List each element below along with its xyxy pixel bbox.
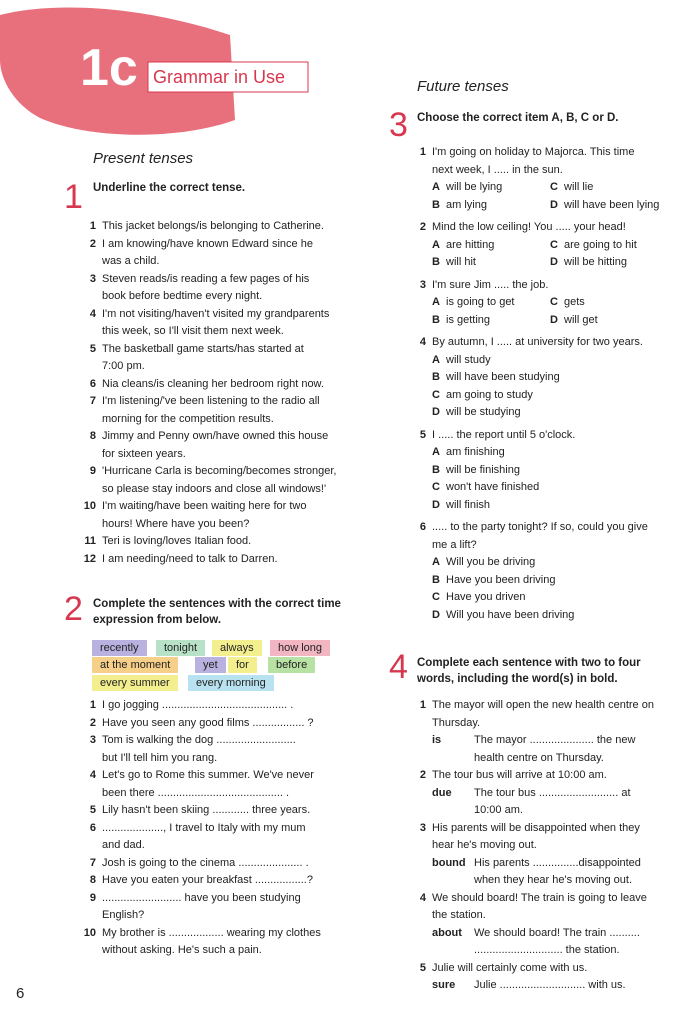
item-text: hear he's moving out. (432, 839, 537, 851)
answer-option[interactable] (550, 237, 668, 255)
item-text: without asking. He's such a pain. (102, 944, 262, 956)
exercise-4-number: 4 (389, 648, 408, 686)
question-text: I'm sure Jim ..... the job. (432, 278, 549, 291)
item-text: Let's go to Rome this summer. We've never (102, 769, 314, 781)
option-row (410, 554, 685, 572)
item-number: 5 (89, 342, 96, 355)
option-text: Will you have been driving (446, 608, 575, 621)
option-letter: A (432, 353, 440, 366)
item-number: 4 (419, 891, 426, 904)
question (410, 219, 685, 272)
option-row (410, 444, 685, 462)
option-text: will be studying (446, 406, 521, 418)
item-text: for sixteen years. (102, 447, 186, 460)
answer-option[interactable] (432, 444, 672, 462)
chip-yet: yet (195, 657, 226, 673)
question-number: 6 (419, 521, 426, 533)
chip-every-morning: every morning (188, 675, 274, 691)
answer-line: The tour bus .......................... at (474, 786, 631, 799)
keyword: is (432, 734, 442, 746)
question-text: Mind the low ceiling! You ..... your head! (432, 221, 626, 233)
keyword: sure (432, 979, 456, 991)
option-row (410, 352, 685, 370)
answer-option[interactable] (550, 294, 668, 312)
list-item (80, 872, 360, 890)
question-number: 2 (419, 221, 426, 233)
option-text: will be hitting (564, 256, 627, 268)
item-text: Steven reads/is reading a few pages of his (102, 272, 310, 285)
chip-before: before (268, 657, 315, 673)
item-text: 'Hurricane Carla is becoming/becomes stronger, (102, 465, 337, 477)
option-letter: B (432, 463, 440, 476)
option-letter: C (432, 591, 440, 603)
item-number: 4 (89, 307, 96, 320)
item-number: 7 (89, 395, 96, 407)
item-text: Tom is walking the dog .......................... (102, 734, 296, 746)
item-number: 9 (89, 891, 96, 904)
option-text: will have been studying (446, 371, 560, 383)
item-number: 1 (419, 699, 426, 711)
keyword: due (432, 786, 452, 799)
option-text: will finish (446, 498, 491, 511)
unit-number: 1c (80, 39, 138, 97)
item-number: 12 (83, 552, 96, 565)
option-row (410, 254, 685, 272)
option-letter: A (432, 181, 440, 193)
exercise-2-list (80, 697, 360, 960)
list-item (80, 551, 360, 569)
chip-tonight: tonight (156, 640, 205, 656)
exercise-3-list (410, 144, 685, 624)
option-row (410, 294, 685, 312)
item-text: English? (102, 909, 145, 921)
item-text: Jimmy and Penny own/have owned this house (102, 430, 329, 442)
exercise-1-number: 1 (64, 178, 83, 216)
item-text: book before bedtime every night. (102, 290, 263, 302)
option-row (410, 404, 685, 422)
option-text: will be finishing (446, 463, 520, 476)
option-text: will have been lying (564, 198, 660, 211)
item-text: The tour bus will arrive at 10:00 am. (432, 769, 607, 781)
list-item (410, 767, 685, 820)
answer-option[interactable] (432, 352, 672, 370)
item-text: I'm not visiting/haven't visited my grandparents (102, 307, 330, 320)
keyword: about (432, 926, 462, 939)
answer-option[interactable] (432, 312, 550, 330)
item-text: morning for the competition results. (102, 412, 274, 425)
instruction-line: words, including the word(s) in bold. (417, 673, 618, 685)
answer-option[interactable] (432, 589, 672, 607)
question-number: 3 (419, 278, 426, 291)
question (410, 277, 685, 330)
option-text: Have you been driving (446, 573, 556, 586)
item-text: Teri is loving/loves Italian food. (102, 535, 252, 547)
answer-line: ............................. the station. (474, 944, 620, 956)
list-item (80, 393, 360, 428)
question (410, 427, 685, 515)
list-item (80, 463, 360, 498)
item-text: Have you seen any good films ................. ? (102, 716, 314, 729)
answer-option[interactable] (550, 254, 668, 272)
chip-how-long: how long (270, 640, 330, 656)
page-number: 6 (16, 985, 25, 1002)
item-number: 5 (419, 961, 426, 974)
answer-option[interactable] (432, 294, 550, 312)
instruction-line: Complete each sentence with two to four (417, 657, 641, 669)
item-number: 3 (89, 734, 96, 746)
question-text: ..... to the party tonight? If so, could you give (432, 521, 648, 533)
list-item (80, 376, 360, 394)
present-tenses-title: Present tenses (93, 150, 194, 167)
list-item (80, 236, 360, 271)
option-letter: D (432, 608, 440, 621)
question (410, 519, 685, 624)
option-letter: D (432, 406, 440, 418)
list-item (80, 890, 360, 925)
answer-line: when they hear he's moving out. (474, 874, 633, 886)
item-number: 2 (89, 237, 96, 250)
option-text: Will you be driving (446, 556, 536, 568)
list-item (80, 767, 360, 802)
list-item (80, 533, 360, 551)
option-text: will study (446, 353, 491, 366)
answer-option[interactable] (432, 462, 672, 480)
option-letter: B (432, 198, 440, 211)
option-row (410, 589, 685, 607)
answer-line: We should board! The train .......... (474, 926, 640, 939)
answer-line: health centre on Thursday. (474, 751, 604, 764)
exercise-1-list (80, 218, 360, 568)
item-text: 7:00 pm. (102, 360, 145, 372)
option-text: is getting (446, 313, 491, 326)
item-number: 9 (89, 465, 96, 477)
unit-title: Grammar in Use (153, 67, 286, 87)
answer-option[interactable] (432, 572, 672, 590)
option-row (410, 197, 685, 215)
answer-option[interactable] (432, 554, 672, 572)
list-item (80, 855, 360, 873)
answer-option[interactable] (432, 404, 672, 422)
option-letter: C (550, 296, 558, 308)
item-text: the station. (432, 909, 486, 921)
option-text: won't have finished (446, 481, 540, 493)
item-text: .......................... have you been studying (102, 891, 301, 904)
item-text: but I'll tell him you rang. (102, 751, 218, 764)
option-letter: A (432, 446, 440, 458)
chip-at-the-moment: at the moment (92, 657, 178, 673)
item-text: I'm listening/'ve been listening to the radio all (102, 395, 320, 407)
item-number: 10 (83, 926, 96, 939)
question-text: I'm going on holiday to Majorca. This time (432, 146, 635, 158)
option-row (410, 497, 685, 515)
option-text: will hit (446, 256, 476, 268)
list-item (410, 960, 685, 995)
answer-option[interactable] (432, 479, 672, 497)
list-item (410, 697, 685, 767)
item-number: 3 (89, 272, 96, 285)
list-item (80, 306, 360, 341)
option-text: am lying (446, 198, 487, 211)
question-text: me a lift? (432, 538, 477, 551)
item-text: I am needing/need to talk to Darren. (102, 552, 278, 565)
list-item (80, 715, 360, 733)
item-text: This jacket belongs/is belonging to Catherine. (102, 220, 324, 232)
option-row (410, 607, 685, 625)
list-item (80, 820, 360, 855)
list-item (80, 498, 360, 533)
exercise-4-instruction (417, 655, 641, 687)
instruction-line: Complete the sentences with the correct time (93, 598, 341, 610)
option-letter: D (550, 256, 558, 268)
item-text: I am knowing/have known Edward since he (102, 237, 313, 250)
item-text: this week, so I'll visit them next week. (102, 325, 284, 337)
list-item (80, 341, 360, 376)
item-number: 1 (89, 220, 96, 232)
option-text: is going to get (446, 296, 515, 308)
option-letter: C (432, 388, 440, 401)
option-text: gets (564, 296, 585, 308)
list-item (410, 890, 685, 960)
item-text: I'm waiting/have been waiting here for two (102, 500, 307, 512)
list-item (80, 271, 360, 306)
item-number: 1 (89, 699, 96, 711)
option-letter: C (432, 481, 440, 493)
item-text: Thursday. (432, 716, 481, 729)
item-number: 10 (83, 500, 96, 512)
exercise-3-instruction: Choose the correct item A, B, C or D. (417, 112, 619, 124)
item-number: 6 (89, 377, 96, 390)
answer-option[interactable] (432, 387, 672, 405)
item-text: Lily hasn't been skiing ............ three years. (102, 804, 311, 816)
item-number: 8 (89, 874, 96, 886)
item-text: His parents will be disappointed when they (432, 821, 640, 834)
question (410, 144, 685, 214)
question-text: next week, I ..... in the sun. (432, 163, 563, 176)
item-text: The basketball game starts/has started at (102, 342, 304, 355)
answer-line: 10:00 am. (474, 804, 523, 816)
option-row (410, 572, 685, 590)
exercise-1-instruction: Underline the correct tense. (93, 182, 246, 194)
answer-option[interactable] (432, 369, 672, 387)
item-text: ...................., I travel to Italy with my mum (102, 821, 306, 834)
option-row (410, 179, 685, 197)
list-item (80, 802, 360, 820)
item-text: so please stay indoors and close all windows!' (102, 482, 327, 495)
item-text: The mayor will open the new health centre on (432, 699, 654, 711)
option-letter: D (550, 313, 558, 326)
list-item (410, 820, 685, 890)
chip-recently: recently (92, 640, 147, 656)
chip-for: for (228, 657, 257, 673)
item-number: 2 (419, 769, 426, 781)
option-row (410, 387, 685, 405)
answer-line: His parents ...............disappointed (474, 856, 641, 869)
question-text: I ..... the report until 5 o'clock. (432, 428, 576, 441)
list-item (80, 697, 360, 715)
list-item (80, 732, 360, 767)
exercise-2-instruction (93, 596, 341, 628)
list-item (80, 925, 360, 960)
item-text: We should board! The train is going to leave (432, 891, 647, 904)
item-text: Have you eaten your breakfast .................? (102, 874, 313, 886)
item-number: 7 (89, 856, 96, 869)
item-text: was a child. (102, 255, 160, 267)
option-text: are going to hit (564, 238, 637, 251)
option-letter: B (432, 573, 440, 586)
answer-option[interactable] (432, 497, 672, 515)
item-text: Nia cleans/is cleaning her bedroom right now. (102, 377, 324, 390)
option-letter: C (550, 181, 558, 193)
option-letter: B (432, 256, 440, 268)
option-letter: B (432, 313, 440, 326)
option-text: am going to study (446, 388, 533, 401)
option-letter: C (550, 238, 558, 251)
option-text: am finishing (446, 446, 505, 458)
option-letter: B (432, 371, 440, 383)
item-number: 5 (89, 804, 96, 816)
question-number: 4 (419, 336, 426, 348)
option-text: will get (564, 313, 598, 326)
item-number: 4 (89, 769, 96, 781)
option-text: will be lying (446, 181, 503, 193)
item-text: My brother is .................. wearing my clothes (102, 926, 321, 939)
instruction-line: expression from below. (93, 614, 222, 626)
option-row (410, 312, 685, 330)
item-text: Josh is going to the cinema ..................... . (102, 856, 309, 869)
option-text: are hitting (446, 238, 495, 251)
answer-option[interactable] (432, 254, 550, 272)
option-letter: A (432, 238, 440, 251)
future-tenses-title: Future tenses (417, 78, 509, 95)
list-item (80, 428, 360, 463)
option-text: will lie (564, 181, 594, 193)
keyword: bound (432, 856, 466, 869)
item-text: I go jogging ......................................... . (102, 699, 294, 711)
item-text: Julie will certainly come with us. (432, 961, 588, 974)
answer-option[interactable] (550, 179, 668, 197)
option-row (410, 237, 685, 255)
item-text: and dad. (102, 839, 145, 851)
option-row (410, 369, 685, 387)
item-number: 2 (89, 716, 96, 729)
question-text: By autumn, I ..... at university for two years. (432, 336, 643, 348)
chip-always: always (212, 640, 262, 656)
question-number: 1 (419, 146, 426, 158)
exercise-3-number: 3 (389, 106, 408, 144)
list-item (80, 218, 360, 236)
option-row (410, 479, 685, 497)
item-number: 8 (89, 430, 96, 442)
answer-line: Julie ............................ with us. (474, 979, 626, 991)
exercise-2-number: 2 (64, 590, 83, 628)
answer-option[interactable] (550, 197, 668, 215)
chip-every-summer: every summer (92, 675, 178, 691)
question (410, 334, 685, 422)
option-letter: A (432, 296, 440, 308)
answer-option[interactable] (432, 607, 672, 625)
item-number: 11 (84, 535, 96, 547)
exercise-4-list (410, 697, 685, 995)
option-letter: A (432, 556, 440, 568)
option-row (410, 462, 685, 480)
answer-option[interactable] (432, 237, 550, 255)
item-text: been there ......................................... . (102, 786, 290, 799)
option-letter: D (432, 498, 440, 511)
answer-line: The mayor ..................... the new (474, 734, 636, 746)
item-number: 6 (89, 821, 96, 834)
option-text: Have you driven (446, 591, 526, 603)
answer-option[interactable] (432, 197, 550, 215)
item-text: hours! Where have you been? (102, 517, 250, 530)
option-letter: D (550, 198, 558, 211)
question-number: 5 (419, 428, 426, 441)
answer-option[interactable] (550, 312, 668, 330)
answer-option[interactable] (432, 179, 550, 197)
item-number: 3 (419, 821, 426, 834)
